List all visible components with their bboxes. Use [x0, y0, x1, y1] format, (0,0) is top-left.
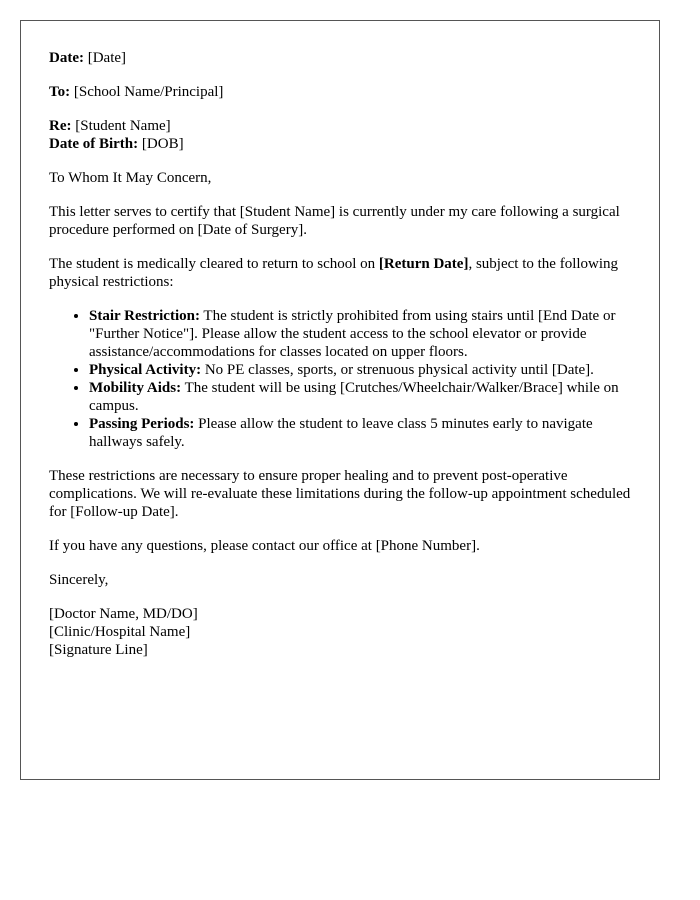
list-item [89, 307, 639, 361]
dob-line [49, 135, 639, 153]
restriction-label: Mobility Aids: [89, 380, 182, 396]
date-line [49, 49, 639, 67]
re-line [49, 117, 639, 135]
cleared-text-before: The student is medically cleared to return to school on [49, 256, 379, 272]
restriction-text: No PE classes, sports, or strenuous physical activity until [Date]. [201, 362, 594, 378]
contact-paragraph: If you have any questions, please contact our office at [Phone Number]. [49, 538, 480, 554]
letter-page [20, 20, 660, 780]
closing: Sincerely, [49, 572, 109, 588]
letter-content [49, 49, 639, 659]
to-value: [School Name/Principal] [70, 84, 224, 100]
cleared-text-after: , subject to the following physical restrictions: [49, 256, 619, 290]
re-label: Re: [49, 118, 72, 134]
clinic-name: [Clinic/Hospital Name] [49, 624, 191, 640]
certify-paragraph: This letter serves to certify that [Student Name] is currently under my care following a surgical procedure performed on [Date of Surgery]. [49, 204, 620, 238]
return-date: [Return Date] [378, 256, 469, 272]
to-line [49, 83, 639, 101]
restriction-text: The student will be using [Crutches/Wheelchair/Walker/Brace] while on campus. [89, 380, 619, 414]
list-item [89, 361, 639, 379]
to-label: To: [49, 84, 71, 100]
doctor-name: [Doctor Name, MD/DO] [49, 606, 198, 622]
dob-value: [DOB] [138, 136, 184, 152]
list-item [89, 379, 639, 415]
restrictions-list [49, 307, 639, 451]
restriction-text: The student is strictly prohibited from using stairs until [End Date or "Further Notice"]. Please allow the student access to the school elevator or provide assistance/accommodations for classes located on upper floors. [89, 308, 616, 360]
signature-line: [Signature Line] [49, 642, 148, 658]
dob-label: Date of Birth: [49, 136, 139, 152]
date-value: [Date] [83, 50, 127, 66]
re-value: [Student Name] [71, 118, 171, 134]
restriction-label: Passing Periods: [89, 416, 195, 432]
salutation: To Whom It May Concern, [49, 170, 212, 186]
list-item [89, 415, 639, 451]
cleared-paragraph [49, 255, 639, 291]
restriction-label: Stair Restriction: [89, 308, 200, 324]
necessity-paragraph: These restrictions are necessary to ensure proper healing and to prevent post-operative complications. We will re-evaluate these limitations during the follow-up appointment scheduled for [Follow-up Date]. [49, 468, 631, 520]
restriction-label: Physical Activity: [89, 362, 202, 378]
restriction-text: Please allow the student to leave class 5 minutes early to navigate hallways safely. [89, 416, 593, 450]
date-label: Date: [49, 50, 84, 66]
